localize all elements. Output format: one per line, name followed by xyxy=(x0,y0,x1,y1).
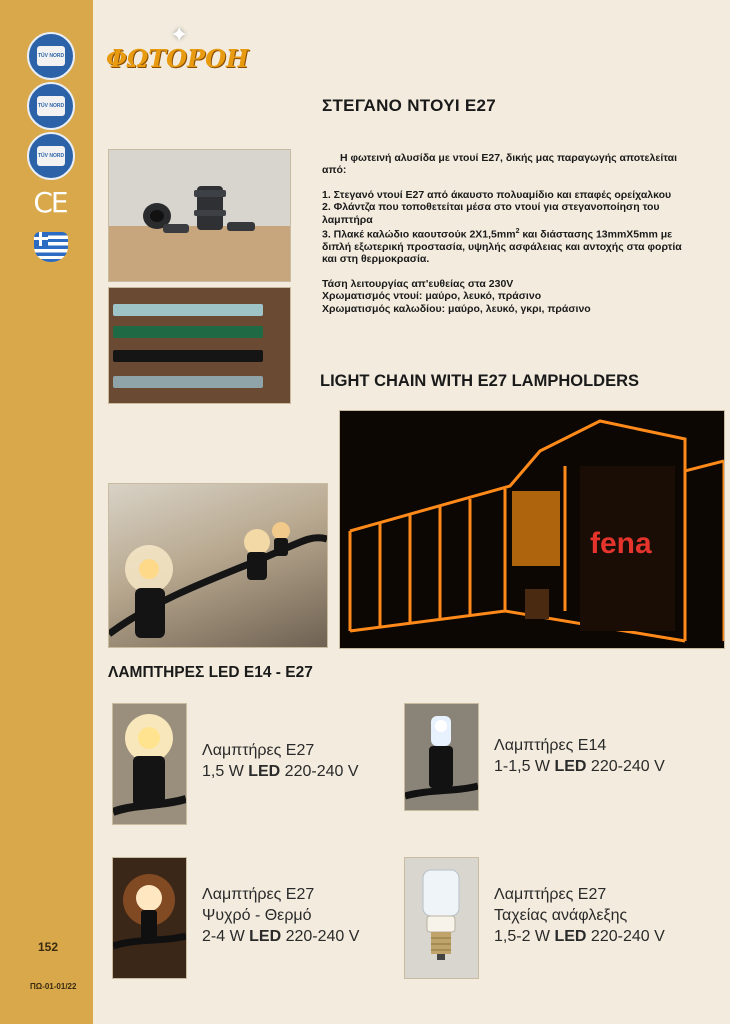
voltage-text: Τάση λειτουργίας απ'ευθείας στα 230V xyxy=(322,277,514,290)
certification-badge-icon xyxy=(27,82,75,130)
building-sign: fena xyxy=(590,527,652,560)
light-chain-photo xyxy=(108,483,328,648)
lamp-type: Λαμπτήρες Ε14 xyxy=(494,737,607,754)
lampholder-parts-photo xyxy=(108,149,291,282)
lamp-caption xyxy=(494,884,665,947)
badge-label: TÜV NORD xyxy=(37,146,65,166)
lamp-voltage: 220-240 V xyxy=(280,763,359,780)
product-description xyxy=(322,152,682,315)
lamp-e27-photo xyxy=(112,703,187,825)
light-chain-drawing xyxy=(109,484,327,647)
page-number: 152 xyxy=(38,940,59,954)
lamp-voltage: 220-240 V xyxy=(281,928,360,945)
lamp-led-label: LED xyxy=(554,928,587,945)
cable-colors-text: Χρωματισμός καλωδίου: μαύρο, λευκό, γκρι, πράσινο xyxy=(322,302,591,315)
intro-item-1: 1. Στεγανό ντουί Ε27 από άκαυστο πολυαμίδιο και επαφές ορείχαλκου xyxy=(322,188,672,201)
lamp-variant: Ψυχρό - Θερμό xyxy=(202,907,312,924)
lamp-e27-warm-cool-photo xyxy=(112,857,187,979)
lamp-caption xyxy=(202,740,359,782)
lamp-spec xyxy=(494,756,665,777)
cable-black xyxy=(113,350,263,362)
lamp-power: 1,5 W xyxy=(202,763,249,780)
lamp-power: 2-4 W xyxy=(202,928,250,945)
lamp-spec xyxy=(494,926,665,947)
document-code: ΠΩ-01-01/22 xyxy=(30,982,77,991)
cable-white xyxy=(113,304,263,316)
sparkle-icon: ✦ xyxy=(170,22,189,47)
lamp-e27-fast-start-photo xyxy=(404,857,479,979)
certification-badge-icon xyxy=(27,32,75,80)
cable-grey xyxy=(113,376,263,388)
lampholder-parts-drawing xyxy=(109,150,290,281)
lamp-drawing xyxy=(113,704,186,824)
lamp-led-label: LED xyxy=(554,758,587,775)
lamp-type: Λαμπτήρες Ε27 xyxy=(202,886,315,903)
lamp-spec xyxy=(202,761,359,782)
page-title: ΣΤΕΓΑΝΟ ΝΤΟΥΙ Ε27 xyxy=(322,96,497,115)
illuminated-building-photo xyxy=(339,410,725,649)
flat-cables-photo xyxy=(108,287,291,404)
left-sidebar xyxy=(0,0,93,1024)
cable-green xyxy=(113,326,263,338)
ce-mark-icon: CE xyxy=(33,186,67,219)
holder-colors-text: Χρωματισμός ντουί: μαύρο, λευκό, πράσινο xyxy=(322,290,542,303)
certification-badge-icon xyxy=(27,132,75,180)
english-title: LIGHT CHAIN WITH E27 LAMPHOLDERS xyxy=(320,372,640,390)
lamp-spec xyxy=(202,926,359,947)
intro-item-3 xyxy=(322,226,682,266)
badge-label: TÜV NORD xyxy=(37,46,65,66)
lamp-voltage: 220-240 V xyxy=(586,758,665,775)
intro-item-2: 2. Φλάντζα που τοποθετείται μέσα στο ντουί για στεγανοποίηση του λαμπτήρα xyxy=(322,201,660,226)
lamp-led-label: LED xyxy=(249,928,282,945)
lamp-type: Λαμπτήρες Ε27 xyxy=(202,742,315,759)
intro-lead: Η φωτεινή αλυσίδα με ντουί Ε27, δικής μας παραγωγής αποτελείται από: xyxy=(322,152,678,177)
item3-superscript: 2 xyxy=(515,228,520,236)
lamp-type: Λαμπτήρες Ε27 xyxy=(494,886,607,903)
item3-text: 3. Πλακέ καλώδιο καουτσούκ 2X1,5mm xyxy=(322,228,516,241)
lamp-voltage: 220-240 V xyxy=(586,928,665,945)
lamp-led-label: LED xyxy=(248,763,281,780)
lamp-drawing xyxy=(113,858,186,978)
lamp-variant: Ταχείας ανάφλεξης xyxy=(494,907,628,924)
greek-flag-icon xyxy=(34,232,68,262)
lamp-caption xyxy=(202,884,359,947)
badge-label: TÜV NORD xyxy=(37,96,65,116)
lamp-drawing xyxy=(405,704,478,810)
lamp-e14-photo xyxy=(404,703,479,811)
building-drawing xyxy=(340,411,724,648)
lamp-caption xyxy=(494,735,665,777)
item3-text-rest: και διάστασης 13mmX5mm με διπλή εξωτερική προστασία, υψηλής ασφάλειας και αντοχής στα φορτία και στη θερμοκρασία. xyxy=(322,228,682,266)
lamp-power: 1,5-2 W xyxy=(494,928,555,945)
company-logo xyxy=(106,22,249,90)
logo-text: ΦΩΤΟΡΟΗ xyxy=(106,44,249,73)
led-section-title: ΛΑΜΠΤΗΡΕΣ LED E14 - E27 xyxy=(108,664,313,681)
lamp-drawing xyxy=(405,858,478,978)
lamp-power: 1-1,5 W xyxy=(494,758,555,775)
